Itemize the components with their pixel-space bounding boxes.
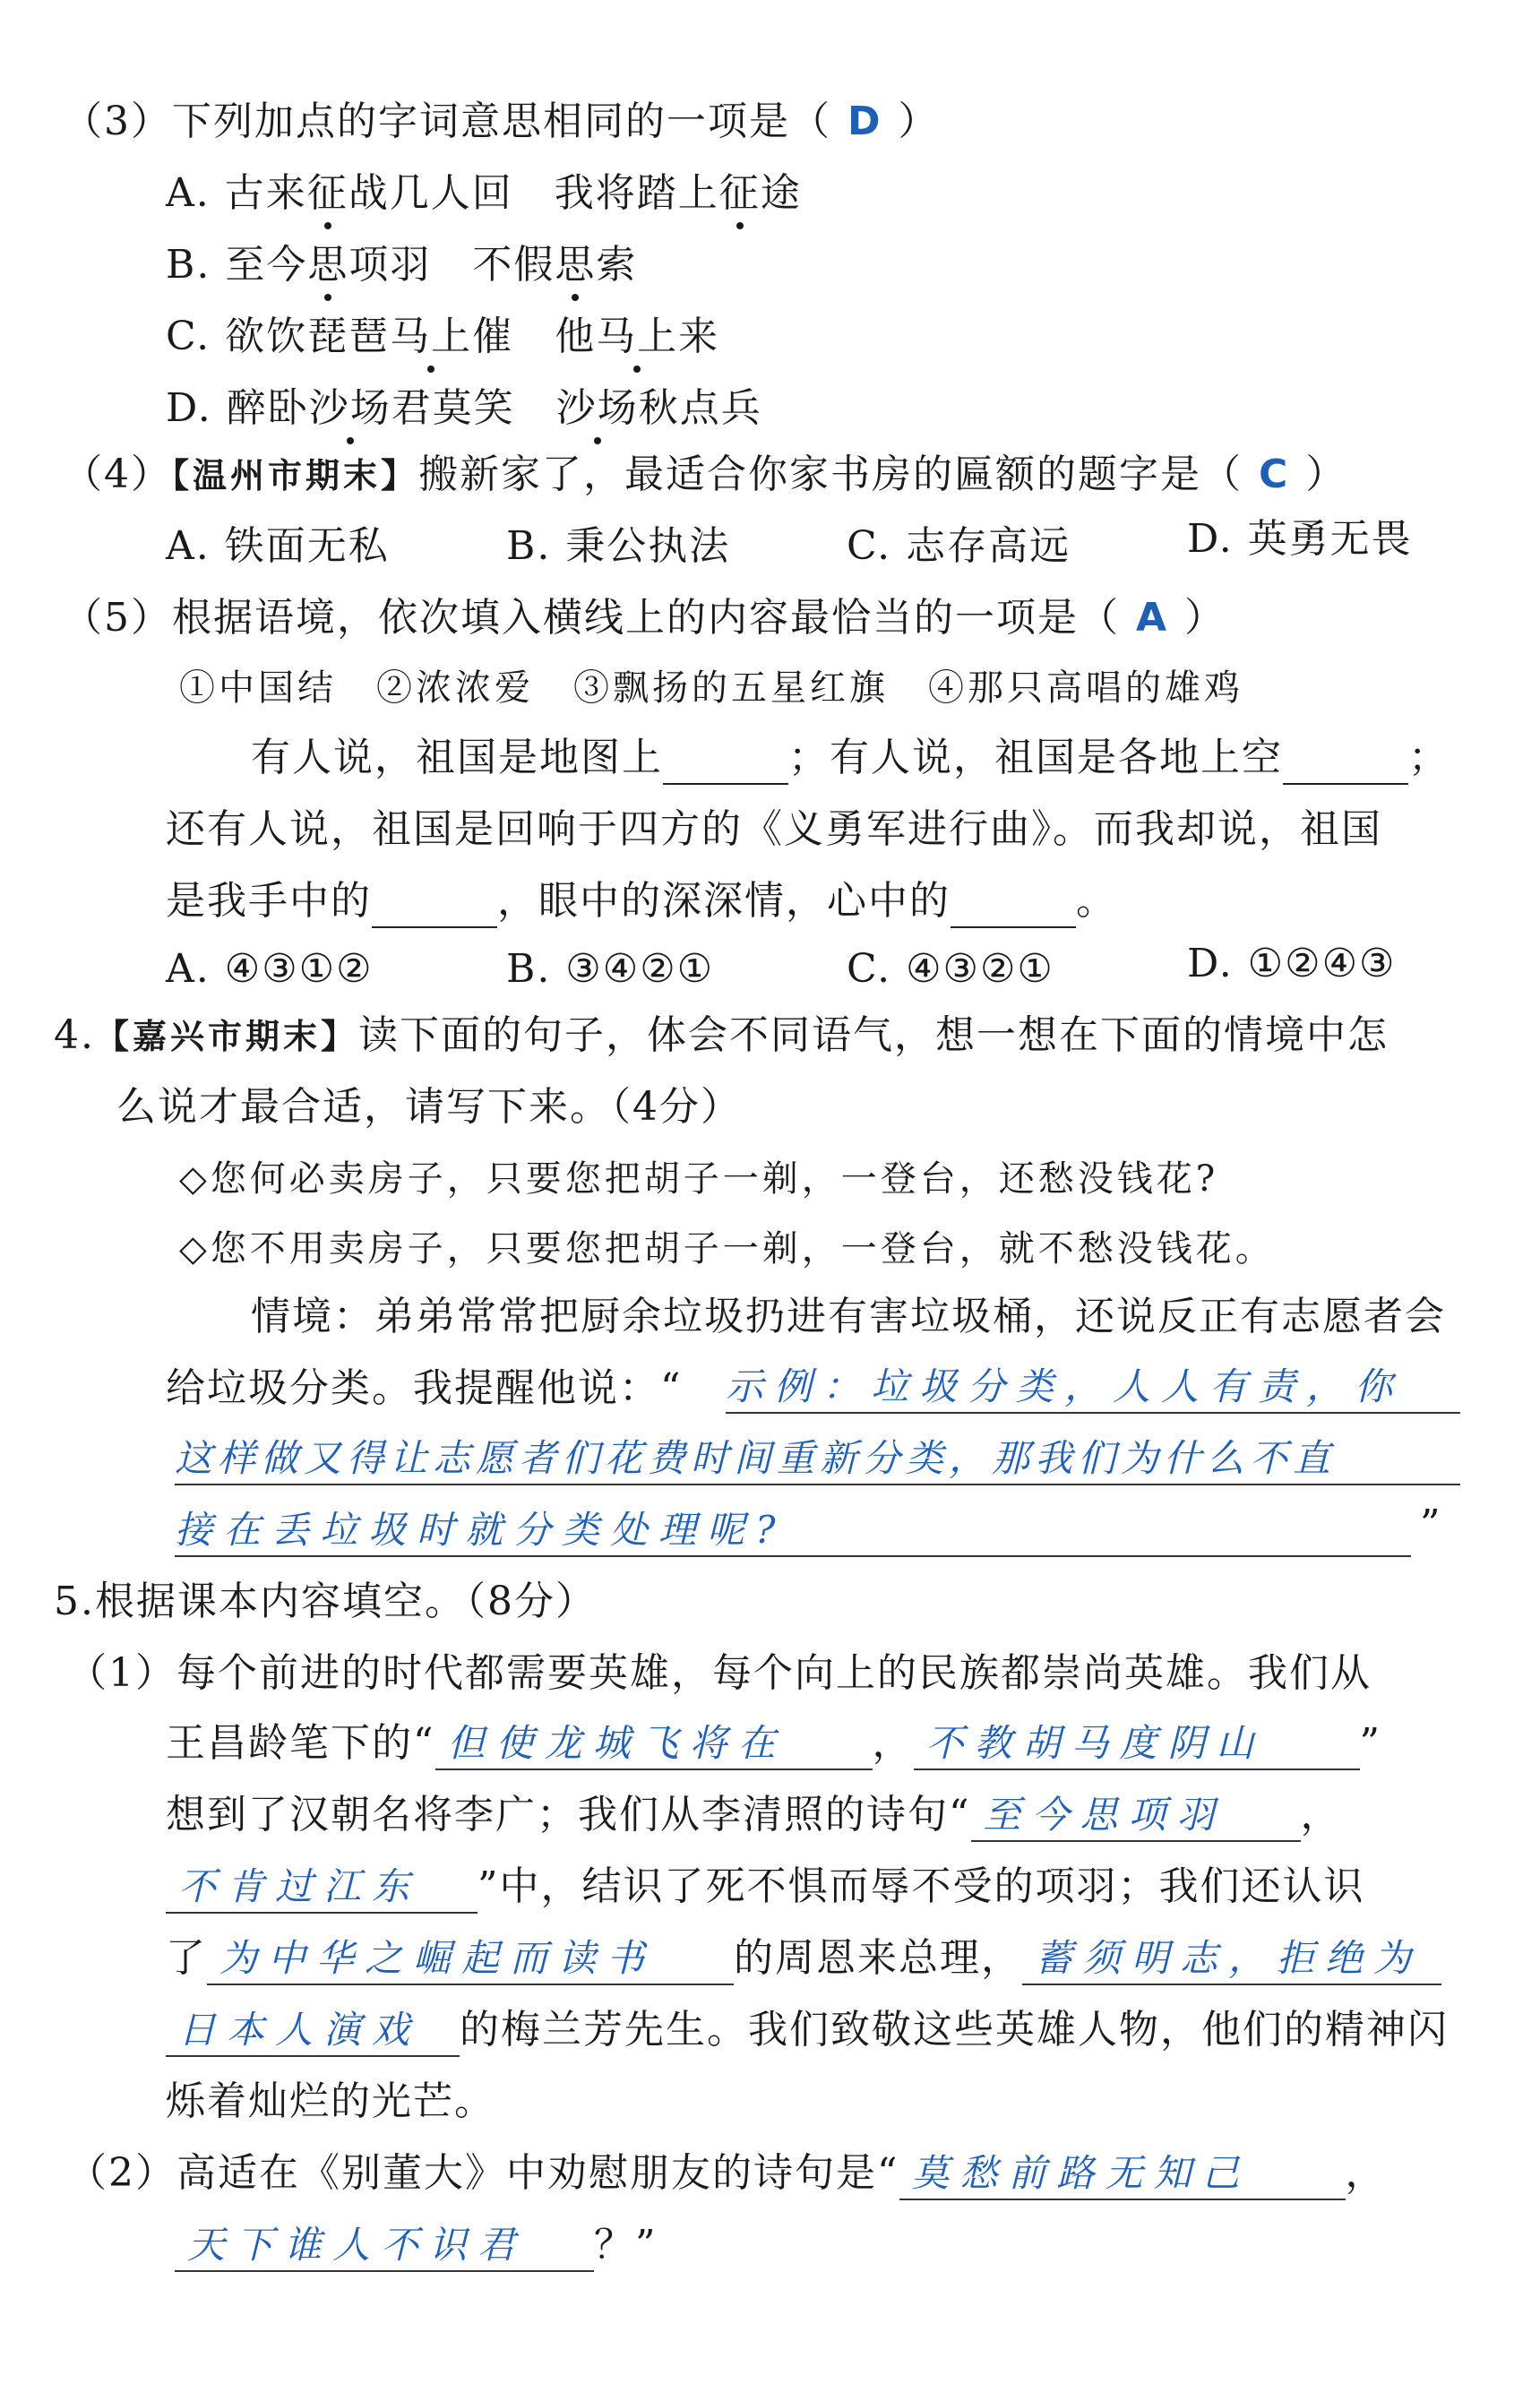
q5-passage-line3: 是我手中的 ，眼中的深深情，心中的 。	[166, 874, 1117, 928]
section4-answer-line1: 示例：垃圾分类，人人有责，你	[726, 1362, 1460, 1414]
section4-heading: 4.【嘉兴市期末】读下面的句子，体会不同语气，想一想在下面的情境中怎	[54, 1012, 1389, 1058]
section4-answer-line2: 这样做又得让志愿者们花费时间重新分类，那我们为什么不直	[175, 1433, 1460, 1485]
q4-source: 【温州市期末】	[172, 456, 419, 495]
section4-source: 【嘉兴市期末】	[94, 1017, 358, 1056]
q3-option-d: D. 醉卧沙场君莫笑 沙场秋点兵	[166, 382, 762, 435]
section4-answer-line3: 接在丢垃圾时就分类处理呢?	[175, 1505, 1411, 1557]
section5-q2-line2: 天下谁人不识君 ？”	[175, 2218, 658, 2272]
section5-q2-line1: （2）高适在《别董大》中劝慰朋友的诗句是“ 莫愁前路无知己 ，	[67, 2147, 1387, 2200]
section5-q1-line7: 烁着灿烂的光芒。	[166, 2078, 495, 2124]
answer-blank-2: 不教胡马度阴山	[914, 1718, 1360, 1770]
section4-heading-cont: 么说才最合适，请写下来。（4分）	[116, 1084, 742, 1130]
q3-option-a: A. 古来征战几人回 我将踏上征途	[166, 167, 802, 220]
section4-sentence2: ◇您不用卖房子，只要您把胡子一剃，一登台，就不愁没钱花。	[179, 1228, 1275, 1269]
section4-context-line1: 情境：弟弟常常把厨余垃圾扔进有害垃圾桶，还说反正有志愿者会	[251, 1294, 1446, 1339]
q3-option-b: B. 至今思项羽 不假思索	[166, 238, 637, 292]
q5-option-d: D. ①②④③	[1187, 941, 1397, 986]
q5-items: ①中国结 ②浓浓爱 ③飘扬的五星红旗 ④那只高唱的雄鸡	[179, 667, 1243, 709]
q5-option-c: C. ④③②①	[847, 946, 1054, 992]
q3-answer: D	[847, 99, 882, 144]
q3-stem: （3）下列加点的字词意思相同的一项是（ D ）	[63, 99, 940, 144]
answer-blank-1: 但使龙城飞将在	[435, 1718, 873, 1770]
section5-q1-line5: 了 为中华之崛起而读书 的周恩来总理， 蓄须明志，拒绝为	[166, 1932, 1441, 1985]
section5-heading: 5.根据课本内容填空。（8分）	[54, 1579, 597, 1624]
section5-q1-line6: 日本人演戏 的梅兰芳先生。我们致敬这些英雄人物，他们的精神闪	[166, 2003, 1449, 2057]
section5-q1-line4: 不肯过江东 ”中，结识了死不惧而辱不受的项羽；我们还认识	[166, 1860, 1365, 1914]
q5-option-b: B. ③④②①	[506, 946, 715, 992]
q5-answer: A	[1136, 595, 1169, 641]
section5-q1-line1: （1）每个前进的时代都需要英雄，每个向上的民族都崇尚英雄。我们从	[67, 1650, 1372, 1696]
q5-passage-line2: 还有人说，祖国是回响于四方的《义勇军进行曲》。而我却说，祖国	[166, 806, 1382, 852]
q4-stem: （4）【温州市期末】搬新家了，最适合你家书房的匾额的题字是（ C ）	[63, 452, 1347, 497]
answer-blank-6-cont: 日本人演戏	[166, 2005, 460, 2057]
q4-option-c: C. 志存高远	[847, 523, 1071, 569]
q4-option-b: B. 秉公执法	[506, 523, 731, 569]
section4-sentence1: ◇您何必卖房子，只要您把胡子一剃，一登台，还愁没钱花?	[179, 1158, 1219, 1200]
q4-option-d: D. 英勇无畏	[1187, 516, 1413, 562]
answer-blank-6: 蓄须明志，拒绝为	[1022, 1933, 1441, 1985]
section4-context-line2: 给垃圾分类。我提醒他说：“	[166, 1365, 683, 1411]
q4-answer: C	[1259, 452, 1290, 497]
answer-blank-7: 莫愁前路无知己	[899, 2148, 1346, 2200]
section5-q1-line3: 想到了汉朝名将李广；我们从李清照的诗句“ 至今思项羽 ，	[166, 1788, 1342, 1842]
answer-blank-3: 至今思项羽	[971, 1790, 1301, 1842]
q5-stem: （5）根据语境，依次填入横线上的内容最恰当的一项是（ A ）	[63, 595, 1226, 641]
section4-close-quote: ”	[1420, 1502, 1442, 1547]
q5-passage-line1: 有人说，祖国是地图上 ；有人说，祖国是各地上空 ；	[251, 731, 1450, 785]
section5-q1-line2: 王昌龄笔下的“ 但使龙城飞将在 ， 不教胡马度阴山 ”	[166, 1717, 1381, 1770]
q3-option-c: C. 欲饮琵琶马上催 他马上来	[166, 310, 719, 364]
answer-blank-5: 为中华之崛起而读书	[207, 1933, 734, 1985]
answer-blank-8: 天下谁人不识君	[175, 2220, 594, 2272]
answer-blank-4: 不肯过江东	[166, 1862, 477, 1914]
q4-option-a: A. 铁面无私	[166, 523, 390, 569]
q5-option-a: A. ④③①②	[166, 946, 374, 992]
